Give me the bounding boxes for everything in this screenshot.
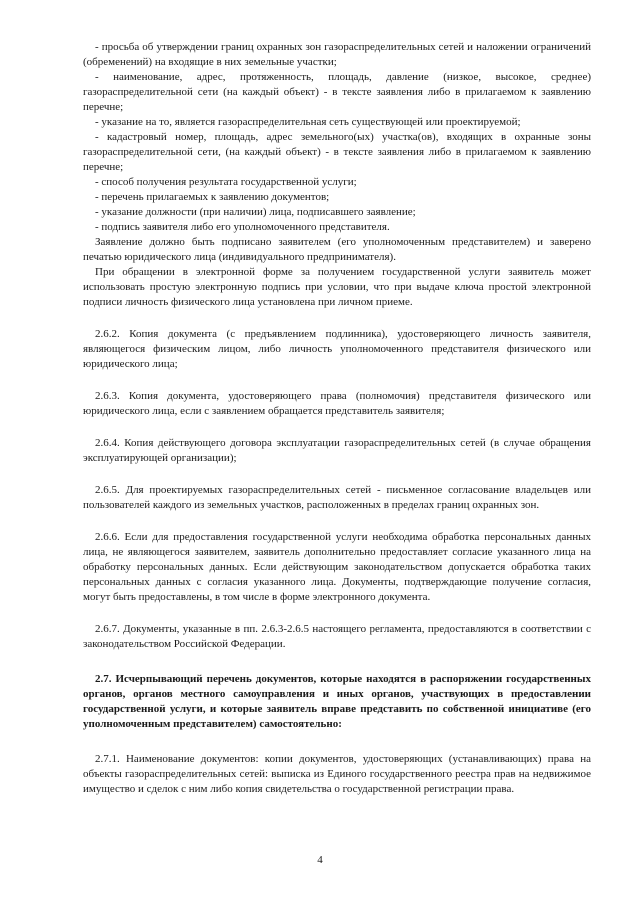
list-item-cadastral-number: - кадастровый номер, площадь, адрес земельного(ых) участка(ов), входящих в охранные зоны газораспределительной сети, (на каждый объект) - в тексте заявления либо в прилагаемом к заявлению перечне; xyxy=(83,131,591,173)
clause-2-7-1: 2.7.1. Наименование документов: копии документов, удостоверяющих (устанавливающих) права на объекты газораспределительных сетей: выписка из Единого государственного реестра прав на недвижимое имущество и сделок с ним либо копия свидетельства о государственной регистрации права. xyxy=(83,753,591,795)
list-item-network-status: - указание на то, является газораспределительная сеть существующей или проектируемой; xyxy=(95,116,521,128)
list-item-network-name: - наименование, адрес, протяженность, площадь, давление (низкое, высокое, среднее) газораспределительной сети (на каждый объект) - в тексте заявления либо в прилагаемом к заявлению перечне; xyxy=(83,71,591,113)
list-item-request: - просьба об утверждении границ охранных зон газораспределительных сетей и наложении ограничений (обременений) на входящие в них земельные участки; xyxy=(83,41,591,68)
clause-2-6-7: 2.6.7. Документы, указанные в пп. 2.6.3-2.6.5 настоящего регламента, предоставляются в соответствии с законодательством Российской Федерации. xyxy=(83,623,591,650)
clause-2-6-2: 2.6.2. Копия документа (с предъявлением подлинника), удостоверяющего личность заявителя, являющегося физическим лицом, либо личность уполномоченного представителя физического или юридического лица; xyxy=(83,328,591,370)
paragraph-electronic-signature: При обращении в электронной форме за получением государственной услуги заявитель может использовать простую электронную подпись при условии, что при выдаче ключа простой электронной подписи личность физического лица установлена при личном приеме. xyxy=(83,266,591,308)
paragraph-signing: Заявление должно быть подписано заявителем (его уполномоченным представителем) и заверено печатью юридического лица (индивидуального предпринимателя). xyxy=(83,236,591,263)
clause-2-6-4: 2.6.4. Копия действующего договора эксплуатации газораспределительных сетей (в случае обращения эксплуатирующей организации); xyxy=(83,437,591,464)
list-item-attachments: - перечень прилагаемых к заявлению документов; xyxy=(95,191,330,203)
list-item-signature: - подпись заявителя либо его уполномоченного представителя. xyxy=(95,221,390,233)
clause-2-6-6: 2.6.6. Если для предоставления государственной услуги необходима обработка персональных данных лица, не являющегося заявителем, заявитель дополнительно предоставляет согласие указанного лица на обработку персональных данных. Если действующим законодательством допускается обработка таких персональных данных с согласия указанного лица. Документы, подтверждающие получение согласия, могут быть предоставлены, в том числе в форме электронного документа. xyxy=(83,531,591,603)
list-item-result-method: - способ получения результата государственной услуги; xyxy=(95,176,357,188)
clause-2-6-5: 2.6.5. Для проектируемых газораспределительных сетей - письменное согласование владельцев или пользователей каждого из земельных участков, расположенных в пределах границ охранных зон. xyxy=(83,484,591,511)
page-number: 4 xyxy=(317,854,323,866)
document-body xyxy=(83,40,591,797)
section-heading-2-7: 2.7. Исчерпывающий перечень документов, которые находятся в распоряжении государственных органов, органов местного самоуправления и иных органов, участвующих в предоставлении государственной услуги, и которые заявитель вправе представить по собственной инициативе (его уполномоченным представителем) самостоятельно: xyxy=(83,673,591,730)
clause-2-6-3: 2.6.3. Копия документа, удостоверяющего права (полномочия) представителя физического или юридического лица, если с заявлением обращается представитель заявителя; xyxy=(83,390,591,417)
list-item-signer-position: - указание должности (при наличии) лица, подписавшего заявление; xyxy=(95,206,416,218)
